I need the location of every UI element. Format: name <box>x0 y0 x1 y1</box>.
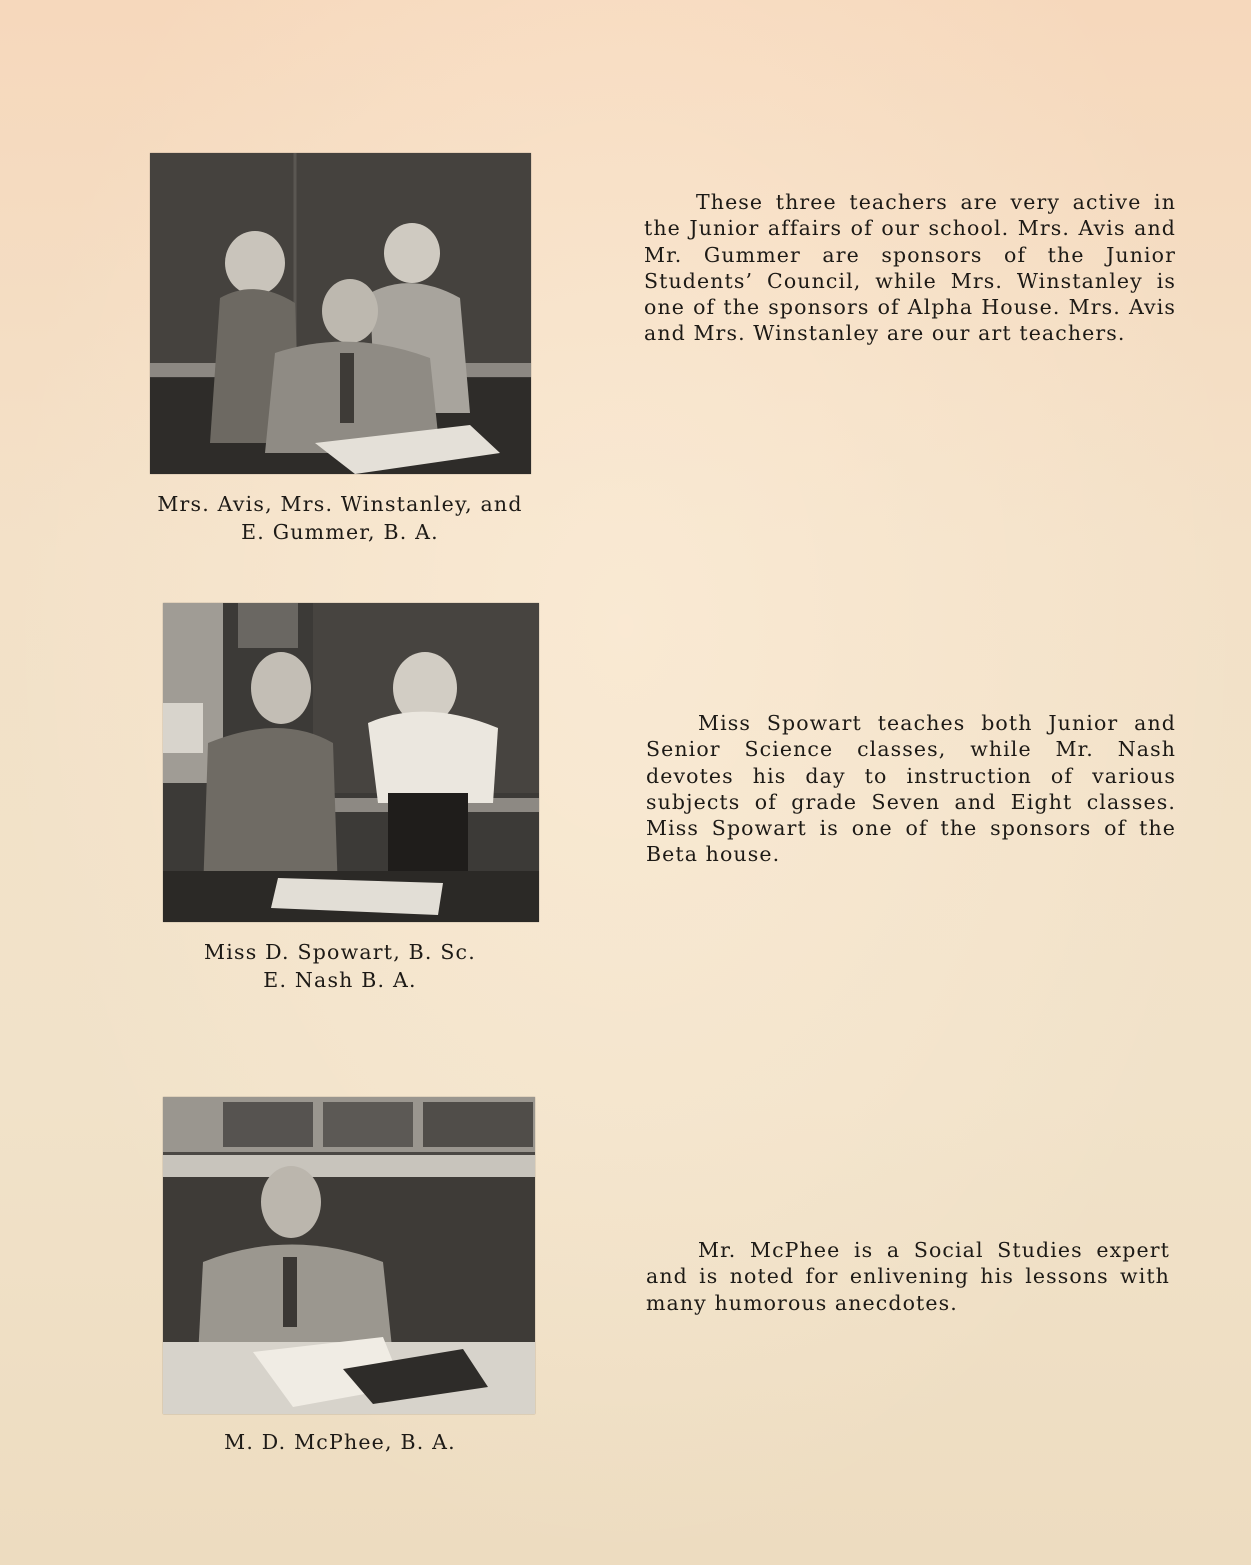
description-paragraph-2: Miss Spowart teaches both Junior and Senior Science classes, while Mr. Nash devotes his day to instruction of various subjects of grade Seven and Eight classes. Miss Spowart is one of the sponsors of the Beta house. <box>646 711 1176 867</box>
teacher-photo-mcphee <box>163 1097 535 1414</box>
teachers-photo-spowart-nash <box>163 603 539 922</box>
description-paragraph-3: Mr. McPhee is a Social Studies expert and is noted for enlivening his lessons with many humorous anecdotes. <box>646 1238 1170 1315</box>
photo-caption-2: Miss D. Spowart, B. Sc. E. Nash B. A. <box>204 940 476 992</box>
teachers-photo-avis-winstanley-gummer <box>150 153 531 474</box>
description-paragraph-1: These three teachers are very active in the Junior affairs of our school. Mrs. Avis and Mr. Gummer are sponsors of the Junior Students’ Council, while Mrs. Winstanley is one of the sponsors of Alpha House. Mrs. Avis and Mrs. Winstanley are our art teachers. <box>644 190 1176 346</box>
photo-caption-3: M. D. McPhee, B. A. <box>224 1430 456 1454</box>
photo-caption-1: Mrs. Avis, Mrs. Winstanley, and E. Gummer, B. A. <box>157 492 523 544</box>
